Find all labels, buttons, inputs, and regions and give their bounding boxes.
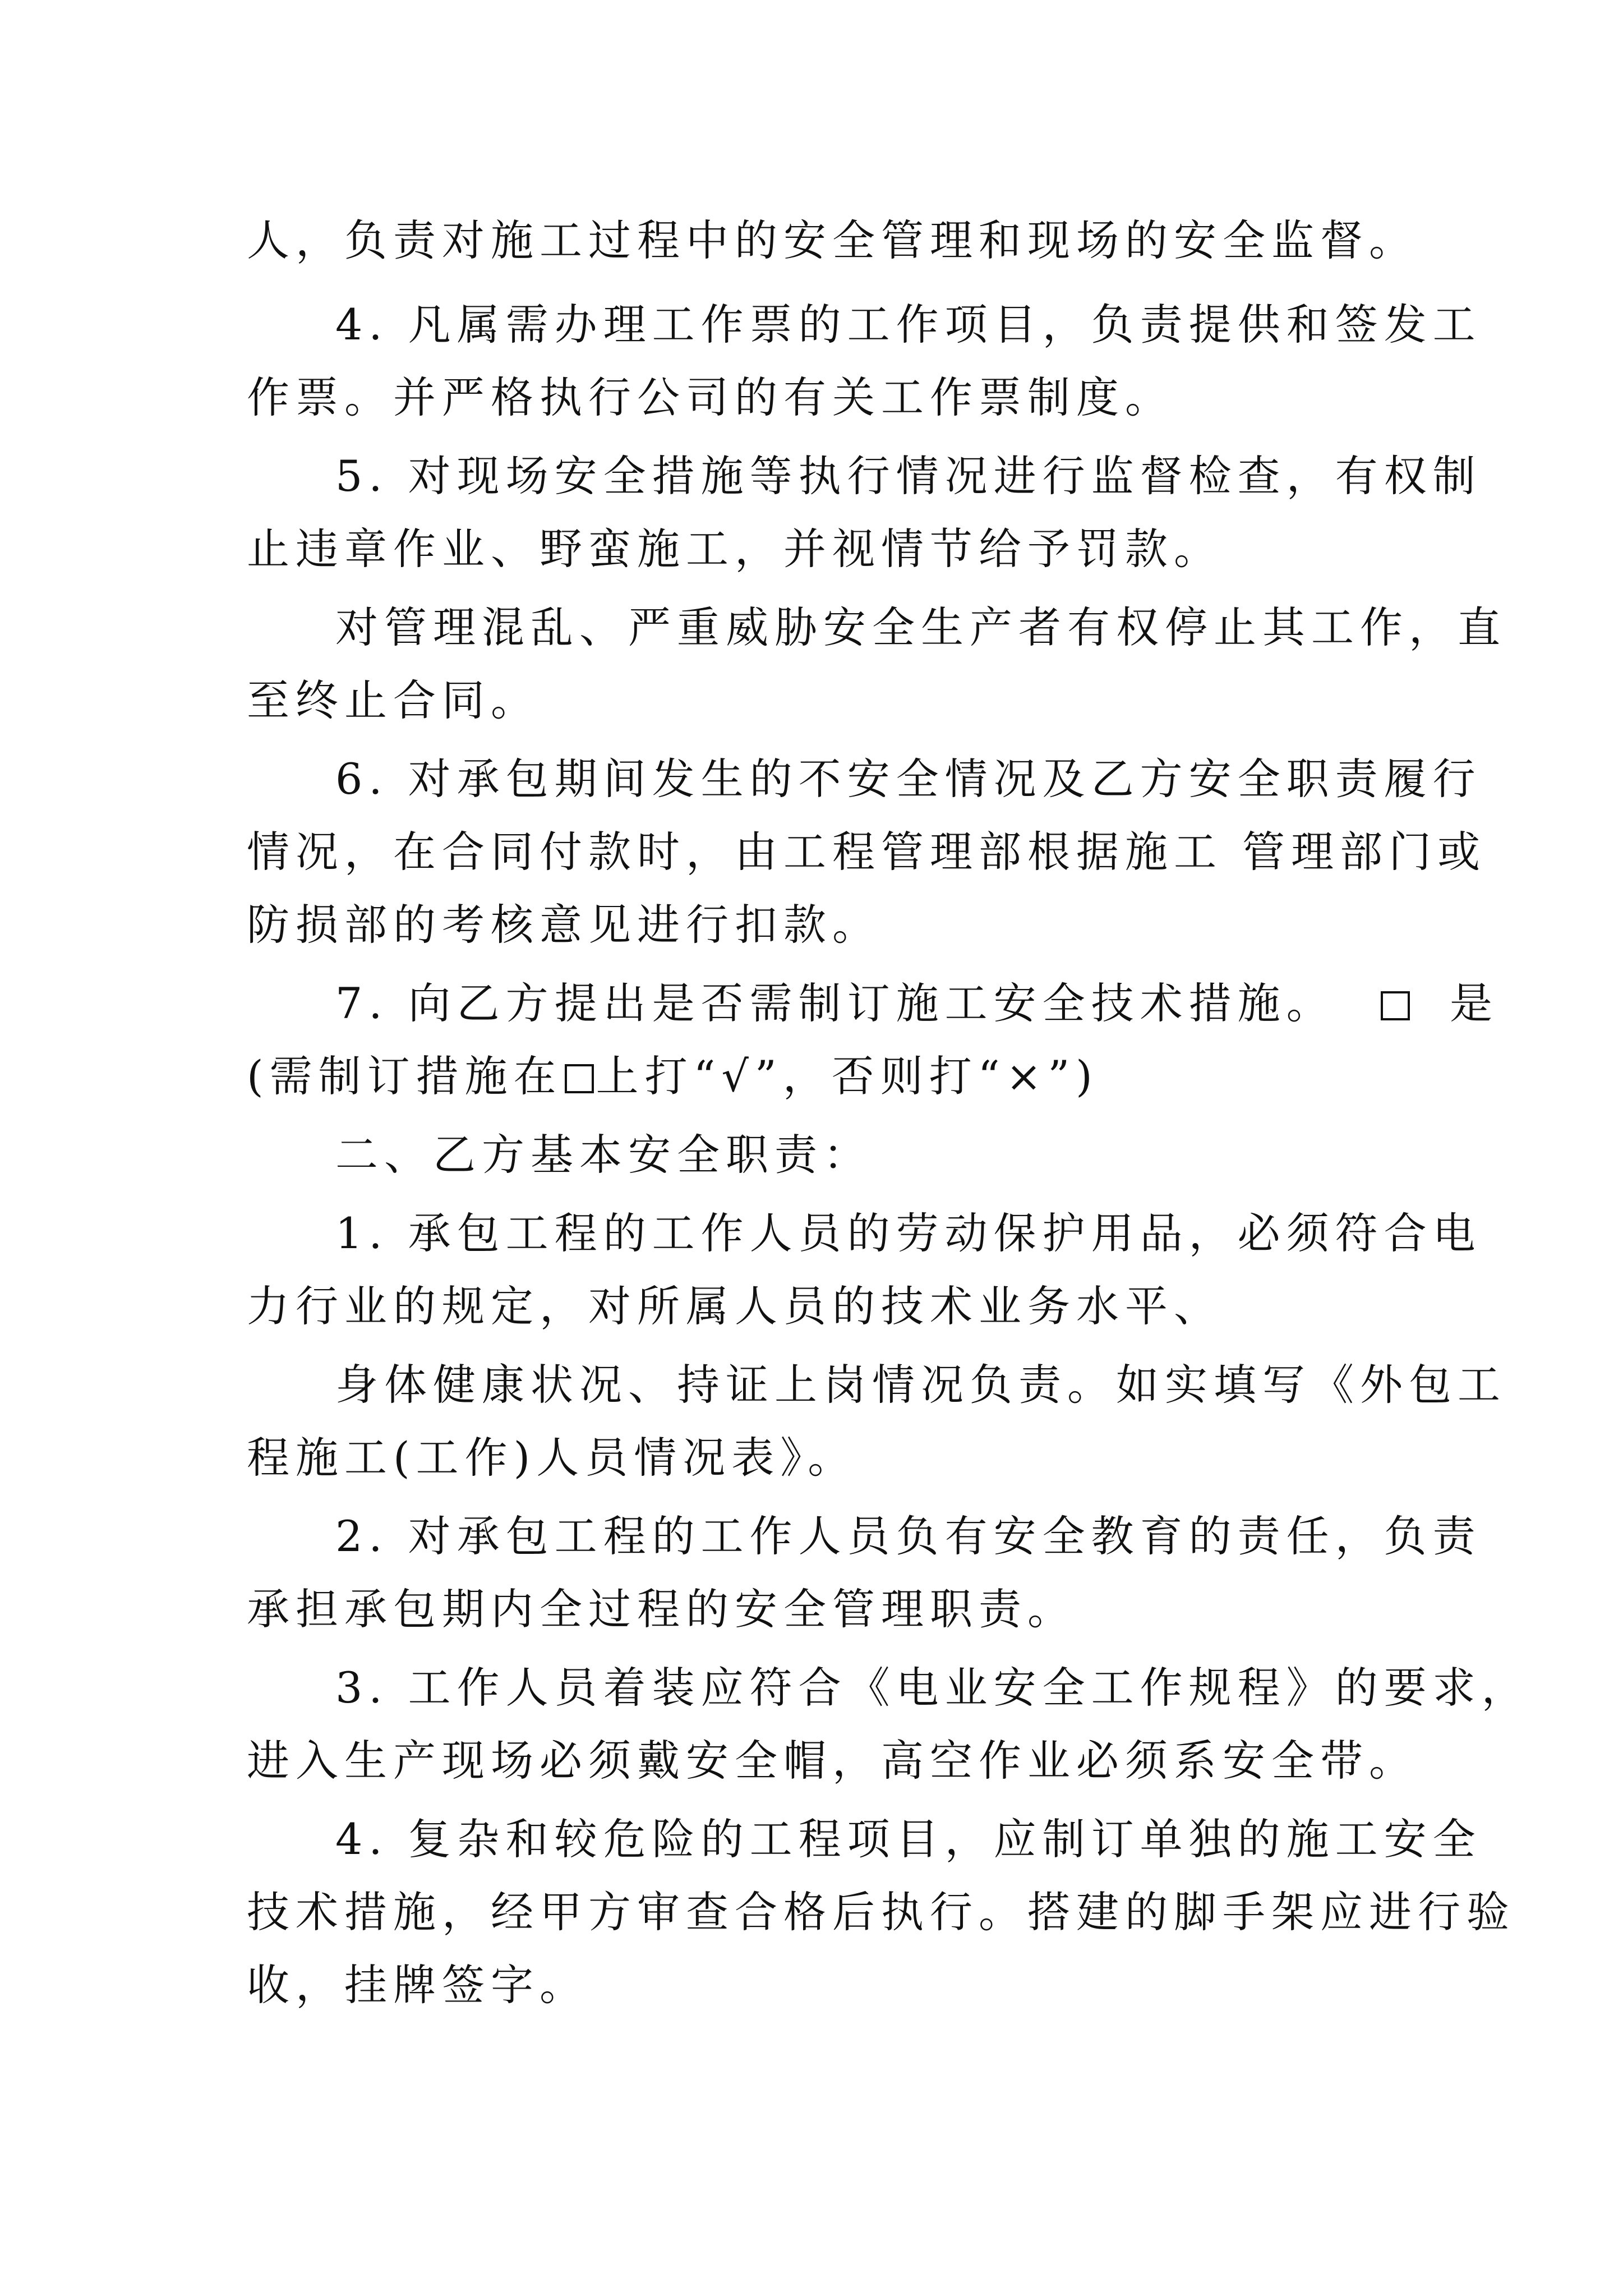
text-line-19	[247, 1567, 1391, 1651]
line-text: 止违章作业、野蛮施工，并视情节给予罚款。	[247, 524, 1223, 574]
line-text: 3. 工作人员着装应符合《电业安全工作规程》的要求，	[335, 1663, 1530, 1713]
line-text: 4. 复杂和较危险的工程项目，应制订单独的施工安全	[335, 1814, 1482, 1864]
text-line-7	[247, 659, 1391, 743]
text-line-2	[335, 283, 1482, 367]
line-text: 5. 对现场安全措施等执行情况进行监督检查，有权制	[335, 451, 1482, 501]
text-line-23	[247, 1870, 1515, 1954]
line-text: 进入生产现场必须戴安全帽，高空作业必须系安全带。	[247, 1736, 1418, 1786]
line-text: 2. 对承包工程的工作人员负有安全教育的责任，负责	[335, 1511, 1482, 1561]
yes-label: 是	[1450, 978, 1499, 1028]
text-line-15	[247, 1264, 1391, 1349]
text-line-1	[247, 199, 1418, 283]
line-text: 1. 承包工程的工作人员的劳动保护用品，必须符合电	[335, 1208, 1482, 1258]
section-heading	[335, 1113, 1479, 1197]
inline-checkbox-symbol	[565, 1064, 594, 1093]
line-text: 情况，在合同付款时，由工程管理部根据施工 管理部门或	[247, 827, 1487, 877]
text-line-18	[335, 1494, 1482, 1579]
text-line-21	[247, 1719, 1418, 1803]
line-text: 程施工(工作)人员情况表》。	[247, 1433, 857, 1483]
line-text: 身体健康状况、持证上岗情况负责。如实填写《外包工	[335, 1360, 1506, 1410]
text-line-14	[335, 1191, 1482, 1276]
line-text: 承担承包期内全过程的安全管理职责。	[247, 1584, 1076, 1634]
text-line-20	[335, 1646, 1530, 1730]
line-text: 二、乙方基本安全职责：	[335, 1130, 872, 1180]
line-text: 力行业的规定，对所属人员的技术业务水平、	[247, 1281, 1223, 1331]
text-line-4	[335, 434, 1482, 518]
line-text: (需制订措施在	[247, 1051, 562, 1101]
line-text: 上打“√”，否则打“×”)	[596, 1051, 1099, 1101]
text-line-9	[247, 810, 1487, 894]
line-text: 收，挂牌签字。	[247, 1960, 588, 2010]
text-line-11	[335, 961, 1499, 1046]
line-text: 4. 凡属需办理工作票的工作项目，负责提供和签发工	[335, 300, 1482, 349]
text-line-8	[335, 737, 1482, 821]
line-text: 技术措施，经甲方审查合格后执行。搭建的脚手架应进行验	[247, 1887, 1515, 1937]
text-line-5	[247, 507, 1391, 591]
line-text: 人，负责对施工过程中的安全管理和现场的安全监督。	[247, 215, 1418, 265]
text-line-3	[247, 356, 1391, 440]
line-text: 防损部的考核意见进行扣款。	[247, 900, 881, 950]
text-line-10	[247, 883, 1391, 967]
line-text: 作票。并严格执行公司的有关工作票制度。	[247, 372, 1174, 422]
line-text: 对管理混乱、严重威胁安全生产者有权停止其工作，直	[335, 602, 1506, 652]
line-text: 至终止合同。	[247, 675, 540, 725]
yes-checkbox[interactable]	[1381, 991, 1410, 1020]
line-text: 6. 对承包期间发生的不安全情况及乙方安全职责履行	[335, 754, 1482, 804]
text-line-22	[335, 1797, 1482, 1881]
text-line-24	[247, 1943, 1391, 2027]
text-line-6	[335, 586, 1506, 670]
text-line-12	[247, 1034, 1391, 1119]
text-line-16	[335, 1343, 1506, 1427]
text-line-17	[247, 1416, 1391, 1500]
line-text: 7. 向乙方提出是否需制订施工安全技术措施。	[335, 978, 1335, 1028]
